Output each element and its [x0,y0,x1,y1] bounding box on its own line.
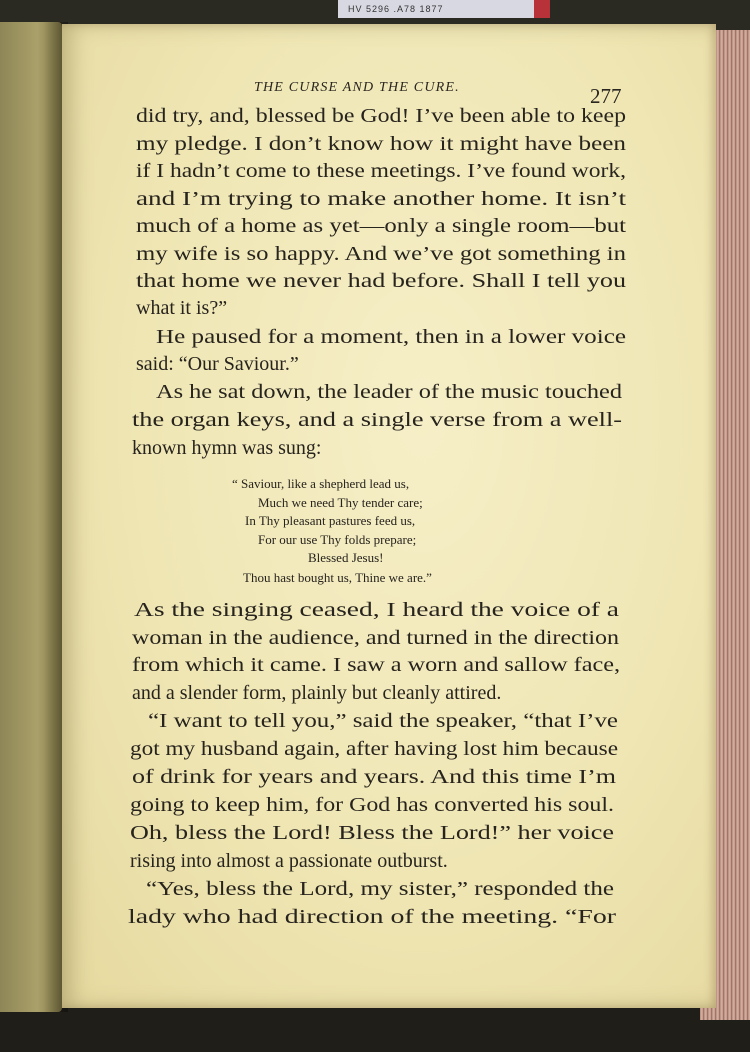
verse-line: Blessed Jesus! [308,550,384,565]
verse-line: For our use Thy folds prepare; [258,532,417,547]
running-head: THE CURSE AND THE CURE. [254,80,460,95]
text-line: As he sat down, the leader of the music touched [156,381,622,403]
library-call-number-label [338,0,550,18]
text-line: Oh, bless the Lord! Bless the Lord!” her voice [130,822,614,844]
text-line: As the singing ceased, I heard the voice of a [134,599,619,621]
text-line: what it is?” [136,297,228,319]
text-line: and I’m trying to make another home. It isn’t [136,188,626,210]
text-line: from which it came. I saw a worn and sallow face, [132,654,620,676]
verse-line: Much we need Thy tender care; [258,495,423,510]
call-number-text: HV 5296 .A78 1877 [348,4,444,14]
text-line: that home we never had before. Shall I tell you [136,270,626,292]
text-line: and a slender form, plainly but cleanly attired. [132,682,502,704]
text-line: woman in the audience, and turned in the direction [132,627,619,649]
text-line: did try, and, blessed be God! I’ve been able to keep [136,105,626,127]
text-line: much of a home as yet—only a single room—but [136,215,626,237]
text-line: said: “Our Saviour.” [136,353,299,375]
verse-line: In Thy pleasant pastures feed us, [245,513,416,528]
text-line: “Yes, bless the Lord, my sister,” responded the [146,878,614,900]
text-line: known hymn was sung: [132,437,322,459]
text-line: if I hadn’t come to these meetings. I’ve found work, [136,160,626,182]
text-line: of drink for years and years. And this time I’m [132,766,616,788]
label-red-tab [534,0,550,18]
text-line: lady who had direction of the meeting. “For [128,906,616,928]
text-line: got my husband again, after having lost him because [130,738,618,760]
page-number: 277 [590,84,622,108]
text-line: my wife is so happy. And we’ve got something in [136,243,626,265]
text-line: my pledge. I don’t know how it might have been [136,133,626,155]
verse-line: Thou hast bought us, Thine we are.” [243,570,432,585]
text-line: He paused for a moment, then in a lower voice [156,326,626,348]
text-line: rising into almost a passionate outburst. [130,850,448,872]
verse-line: “ Saviour, like a shepherd lead us, [232,476,410,491]
text-line: going to keep him, for God has converted his soul. [130,794,614,816]
text-line: “I want to tell you,” said the speaker, “that I’ve [148,710,618,732]
text-line: the organ keys, and a single verse from a well- [132,409,622,431]
